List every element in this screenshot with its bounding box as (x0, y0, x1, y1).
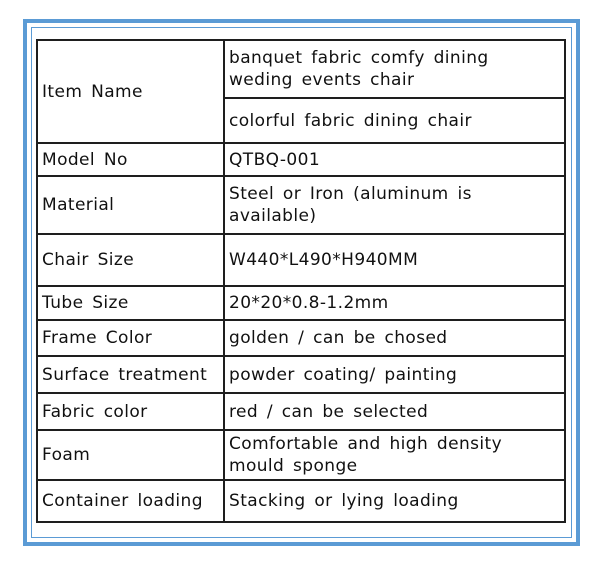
table-row-item-name (37, 40, 565, 98)
frame-color-value: golden / can be chosed (224, 320, 565, 356)
item-name-value-1: banquet fabric comfy dining weding events chair (224, 40, 565, 98)
fabric-color-value: red / can be selected (224, 393, 565, 430)
table-row-material (37, 176, 565, 234)
foam-value: Comfortable and high density mould sponge (224, 430, 565, 480)
surface-treatment-label: Surface treatment (37, 356, 224, 393)
table-row-surface-treatment (37, 356, 565, 393)
tube-size-value: 20*20*0.8-1.2mm (224, 286, 565, 320)
surface-treatment-value: powder coating/ painting (224, 356, 565, 393)
fabric-color-label: Fabric color (37, 393, 224, 430)
table-row-chair-size (37, 234, 565, 286)
container-loading-label: Container loading (37, 480, 224, 522)
table-row-model-no (37, 143, 565, 176)
material-value: Steel or Iron (aluminum is available) (224, 176, 565, 234)
model-no-value: QTBQ-001 (224, 143, 565, 176)
table-row-container-loading (37, 480, 565, 522)
container-loading-value: Stacking or lying loading (224, 480, 565, 522)
item-name-label: Item Name (37, 40, 224, 143)
chair-size-label: Chair Size (37, 234, 224, 286)
tube-size-label: Tube Size (37, 286, 224, 320)
spec-table (36, 39, 566, 523)
frame-color-label: Frame Color (37, 320, 224, 356)
model-no-label: Model No (37, 143, 224, 176)
table-row-frame-color (37, 320, 565, 356)
table-row-fabric-color (37, 393, 565, 430)
material-label: Material (37, 176, 224, 234)
table-row-foam (37, 430, 565, 480)
foam-label: Foam (37, 430, 224, 480)
chair-size-value: W440*L490*H940MM (224, 234, 565, 286)
table-row-tube-size (37, 286, 565, 320)
item-name-value-2: colorful fabric dining chair (224, 98, 565, 143)
